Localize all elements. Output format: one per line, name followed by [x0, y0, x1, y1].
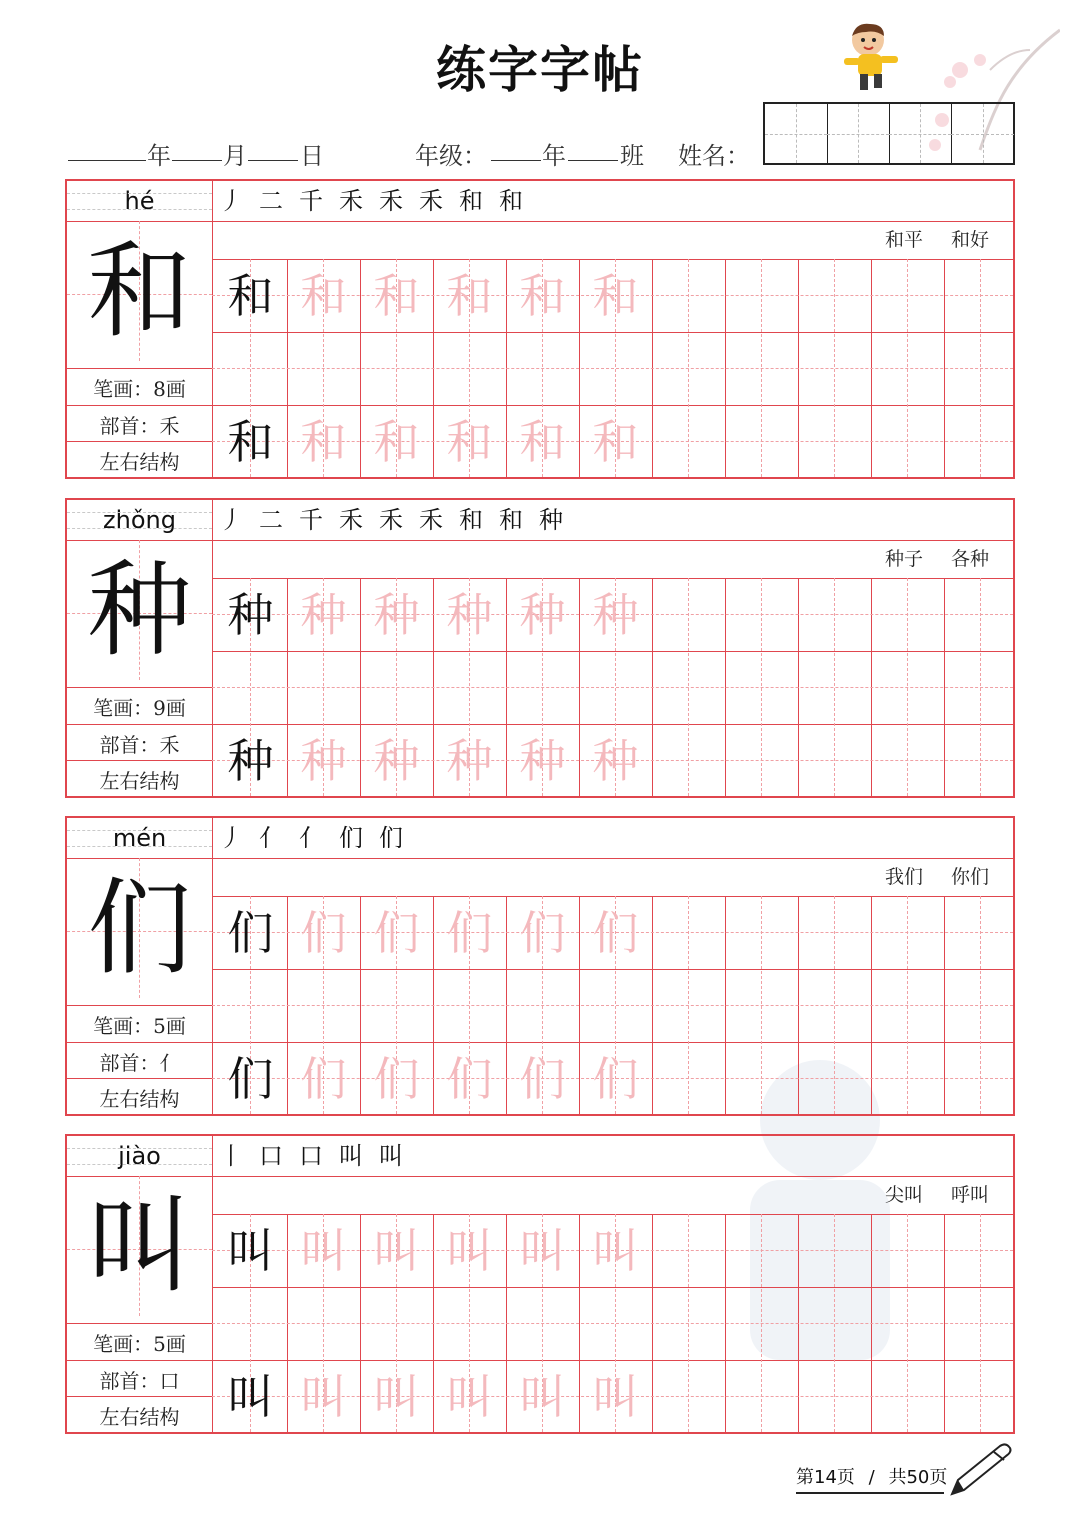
page-separator: / [868, 1467, 875, 1488]
trace-character[interactable]: 和 [300, 415, 347, 469]
trace-character[interactable]: 和 [300, 269, 347, 323]
practice-model-character: 和 [227, 415, 274, 469]
example-words [857, 1180, 989, 1210]
stroke-order [219, 502, 565, 538]
trace-character[interactable]: 种 [373, 734, 420, 788]
total-pages: 共50页 [888, 1467, 948, 1488]
stroke-step: 禾 [379, 506, 405, 534]
trace-character[interactable]: 们 [592, 1052, 639, 1106]
practice-model-character: 叫 [227, 1370, 274, 1424]
month-label: 月 [223, 142, 247, 170]
trace-character[interactable]: 种 [592, 734, 639, 788]
radical: 部首：禾 [99, 733, 180, 757]
example-words [857, 225, 989, 255]
divider [67, 760, 212, 761]
structure: 左右结构 [99, 450, 180, 474]
year-blank[interactable] [68, 160, 146, 161]
stroke-step: 禾 [339, 506, 365, 534]
grid-line [212, 1042, 1013, 1043]
stroke-step: 千 [299, 187, 325, 215]
trace-character[interactable]: 种 [519, 734, 566, 788]
guide-line [212, 1323, 1013, 1324]
divider [67, 1323, 212, 1324]
pinyin-guide-line [67, 1148, 212, 1149]
trace-character[interactable]: 和 [519, 269, 566, 323]
grade-blank[interactable] [491, 160, 541, 161]
stroke-step: 叫 [379, 1142, 405, 1170]
stroke-step: 二 [259, 187, 285, 215]
divider [212, 259, 1013, 260]
trace-character[interactable]: 和 [373, 415, 420, 469]
stroke-step: 丨 [219, 1142, 245, 1170]
practice-model-character: 种 [227, 588, 274, 642]
grid-line [212, 651, 1013, 652]
grid-line [212, 405, 1013, 406]
trace-character[interactable]: 们 [446, 1052, 493, 1106]
trace-character[interactable]: 们 [373, 906, 420, 960]
radical: 部首：亻 [99, 1051, 180, 1075]
example-word: 各种 [950, 548, 989, 570]
trace-character[interactable]: 和 [373, 269, 420, 323]
trace-character[interactable]: 和 [446, 415, 493, 469]
model-character: 叫 [87, 1185, 192, 1307]
trace-character[interactable]: 们 [300, 906, 347, 960]
divider [212, 858, 1013, 859]
pinyin-guide-line [67, 512, 212, 513]
stroke-step: 和 [459, 187, 485, 215]
stroke-step: 千 [299, 506, 325, 534]
divider [67, 1396, 212, 1397]
pinyin-guide-line [67, 1164, 212, 1165]
class-label: 班 [620, 142, 644, 170]
name-label: 姓名： [678, 142, 750, 170]
page-number: 第14页 [796, 1467, 855, 1488]
character-block [65, 498, 1015, 798]
divider [67, 368, 212, 369]
practice-model-character: 们 [227, 1052, 274, 1106]
stroke-step: 丿 [219, 187, 245, 215]
trace-character[interactable]: 们 [373, 1052, 420, 1106]
guide-line [212, 368, 1013, 369]
character-block [65, 1134, 1015, 1434]
example-words [857, 544, 989, 574]
stroke-step: 们 [339, 824, 365, 852]
divider [212, 181, 213, 477]
stroke-count: 笔画：8画 [93, 377, 186, 401]
guide-line [212, 687, 1013, 688]
month-blank[interactable] [172, 160, 222, 161]
divider [212, 896, 1013, 897]
stroke-step: 口 [259, 1142, 285, 1170]
day-label: 日 [300, 142, 324, 170]
structure: 左右结构 [99, 769, 180, 793]
pen-icon [944, 1440, 1014, 1500]
model-character: 和 [87, 230, 192, 352]
stroke-step: 们 [379, 824, 405, 852]
divider [212, 578, 1013, 579]
grade-label: 年级： [415, 142, 487, 170]
pinyin-guide-line [67, 846, 212, 847]
practice-model-character: 叫 [227, 1224, 274, 1278]
stroke-step: 二 [259, 506, 285, 534]
divider [67, 687, 212, 688]
stroke-step: 丿 [219, 506, 245, 534]
example-words [857, 862, 989, 892]
stroke-step: 禾 [419, 506, 445, 534]
trace-character[interactable]: 和 [592, 269, 639, 323]
stroke-count: 笔画：5画 [93, 1014, 186, 1038]
trace-character[interactable]: 叫 [300, 1224, 347, 1278]
pinyin-label: jiào [118, 1142, 161, 1170]
trace-character[interactable]: 们 [519, 906, 566, 960]
example-word: 和好 [950, 229, 989, 251]
grid-line [212, 1287, 1013, 1288]
model-character: 种 [87, 549, 192, 671]
stroke-count: 笔画：5画 [93, 1332, 186, 1356]
stroke-step: 丿 [219, 824, 245, 852]
example-word: 你们 [950, 866, 989, 888]
divider [212, 818, 213, 1114]
pinyin-guide-line [67, 830, 212, 831]
trace-character[interactable]: 种 [446, 588, 493, 642]
stroke-step: 和 [499, 187, 525, 215]
example-word: 尖叫 [884, 1184, 923, 1206]
grade-year-label: 年 [542, 142, 566, 170]
structure: 左右结构 [99, 1087, 180, 1111]
stroke-step: 和 [499, 506, 525, 534]
divider [67, 1005, 212, 1006]
stroke-step: 口 [299, 1142, 325, 1170]
grid-line [212, 1360, 1013, 1361]
trace-character[interactable]: 叫 [446, 1224, 493, 1278]
day-blank[interactable] [248, 160, 298, 161]
trace-character[interactable]: 叫 [373, 1224, 420, 1278]
divider [67, 405, 212, 406]
trace-character[interactable]: 种 [592, 588, 639, 642]
guide-line [212, 1005, 1013, 1006]
stroke-step: 禾 [339, 187, 365, 215]
trace-character[interactable]: 叫 [592, 1370, 639, 1424]
model-character: 们 [87, 867, 192, 989]
name-cell[interactable] [827, 104, 890, 163]
grid-line [212, 724, 1013, 725]
divider [67, 441, 212, 442]
trace-character[interactable]: 种 [300, 734, 347, 788]
example-word: 和平 [884, 229, 923, 251]
pinyin-label: mén [112, 824, 167, 852]
pinyin-guide-line [67, 528, 212, 529]
pinyin-guide-line [67, 209, 212, 210]
practice-model-character: 和 [227, 269, 274, 323]
name-cell[interactable] [889, 104, 952, 163]
pinyin-guide-line [67, 193, 212, 194]
page-title: 练字字帖 [436, 41, 644, 99]
trace-character[interactable]: 和 [446, 269, 493, 323]
trace-character[interactable]: 们 [519, 1052, 566, 1106]
trace-character[interactable]: 叫 [519, 1224, 566, 1278]
example-word: 种子 [884, 548, 923, 570]
stroke-step: 禾 [379, 187, 405, 215]
stroke-order [219, 820, 405, 856]
trace-character[interactable]: 们 [446, 906, 493, 960]
trace-character[interactable]: 们 [592, 906, 639, 960]
name-cell[interactable] [765, 104, 828, 163]
trace-character[interactable]: 叫 [592, 1224, 639, 1278]
radical: 部首：禾 [99, 414, 180, 438]
divider [67, 1078, 212, 1079]
divider [212, 1214, 1013, 1215]
divider [212, 221, 1013, 222]
class-blank[interactable] [568, 160, 618, 161]
pinyin-label: hé [124, 187, 155, 215]
stroke-step: 亻 [299, 824, 325, 852]
trace-character[interactable]: 种 [519, 588, 566, 642]
grid-line [212, 969, 1013, 970]
trace-character[interactable]: 种 [373, 588, 420, 642]
example-word: 我们 [884, 866, 923, 888]
footer-underline [796, 1492, 944, 1494]
stroke-order [219, 183, 525, 219]
stroke-step: 叫 [339, 1142, 365, 1170]
divider [212, 1176, 1013, 1177]
trace-character[interactable]: 叫 [446, 1370, 493, 1424]
practice-model-character: 们 [227, 906, 274, 960]
divider [67, 1042, 212, 1043]
grid-line [212, 332, 1013, 333]
divider [67, 724, 212, 725]
character-block [65, 816, 1015, 1116]
pinyin-label: zhǒng [103, 506, 176, 534]
page-footer [796, 1463, 947, 1489]
stroke-step: 和 [459, 506, 485, 534]
divider [212, 500, 213, 796]
practice-model-character: 种 [227, 734, 274, 788]
character-block [65, 179, 1015, 479]
cartoon-boy-illustration [836, 20, 906, 96]
trace-character[interactable]: 叫 [373, 1370, 420, 1424]
stroke-count: 笔画：9画 [93, 696, 186, 720]
trace-character[interactable]: 种 [300, 588, 347, 642]
trace-character[interactable]: 和 [592, 415, 639, 469]
name-cell[interactable] [951, 104, 1014, 163]
structure: 左右结构 [99, 1405, 180, 1429]
example-word: 呼叫 [950, 1184, 989, 1206]
trace-character[interactable]: 种 [446, 734, 493, 788]
trace-character[interactable]: 们 [300, 1052, 347, 1106]
trace-character[interactable]: 和 [519, 415, 566, 469]
trace-character[interactable]: 叫 [519, 1370, 566, 1424]
year-label: 年 [147, 142, 171, 170]
stroke-step: 禾 [419, 187, 445, 215]
radical: 部首：口 [99, 1369, 180, 1393]
stroke-step: 种 [539, 506, 565, 534]
stroke-order [219, 1138, 405, 1174]
divider [67, 1360, 212, 1361]
stroke-step: 亻 [259, 824, 285, 852]
name-grid [763, 102, 1015, 165]
divider [212, 540, 1013, 541]
divider [212, 1136, 213, 1432]
trace-character[interactable]: 叫 [300, 1370, 347, 1424]
